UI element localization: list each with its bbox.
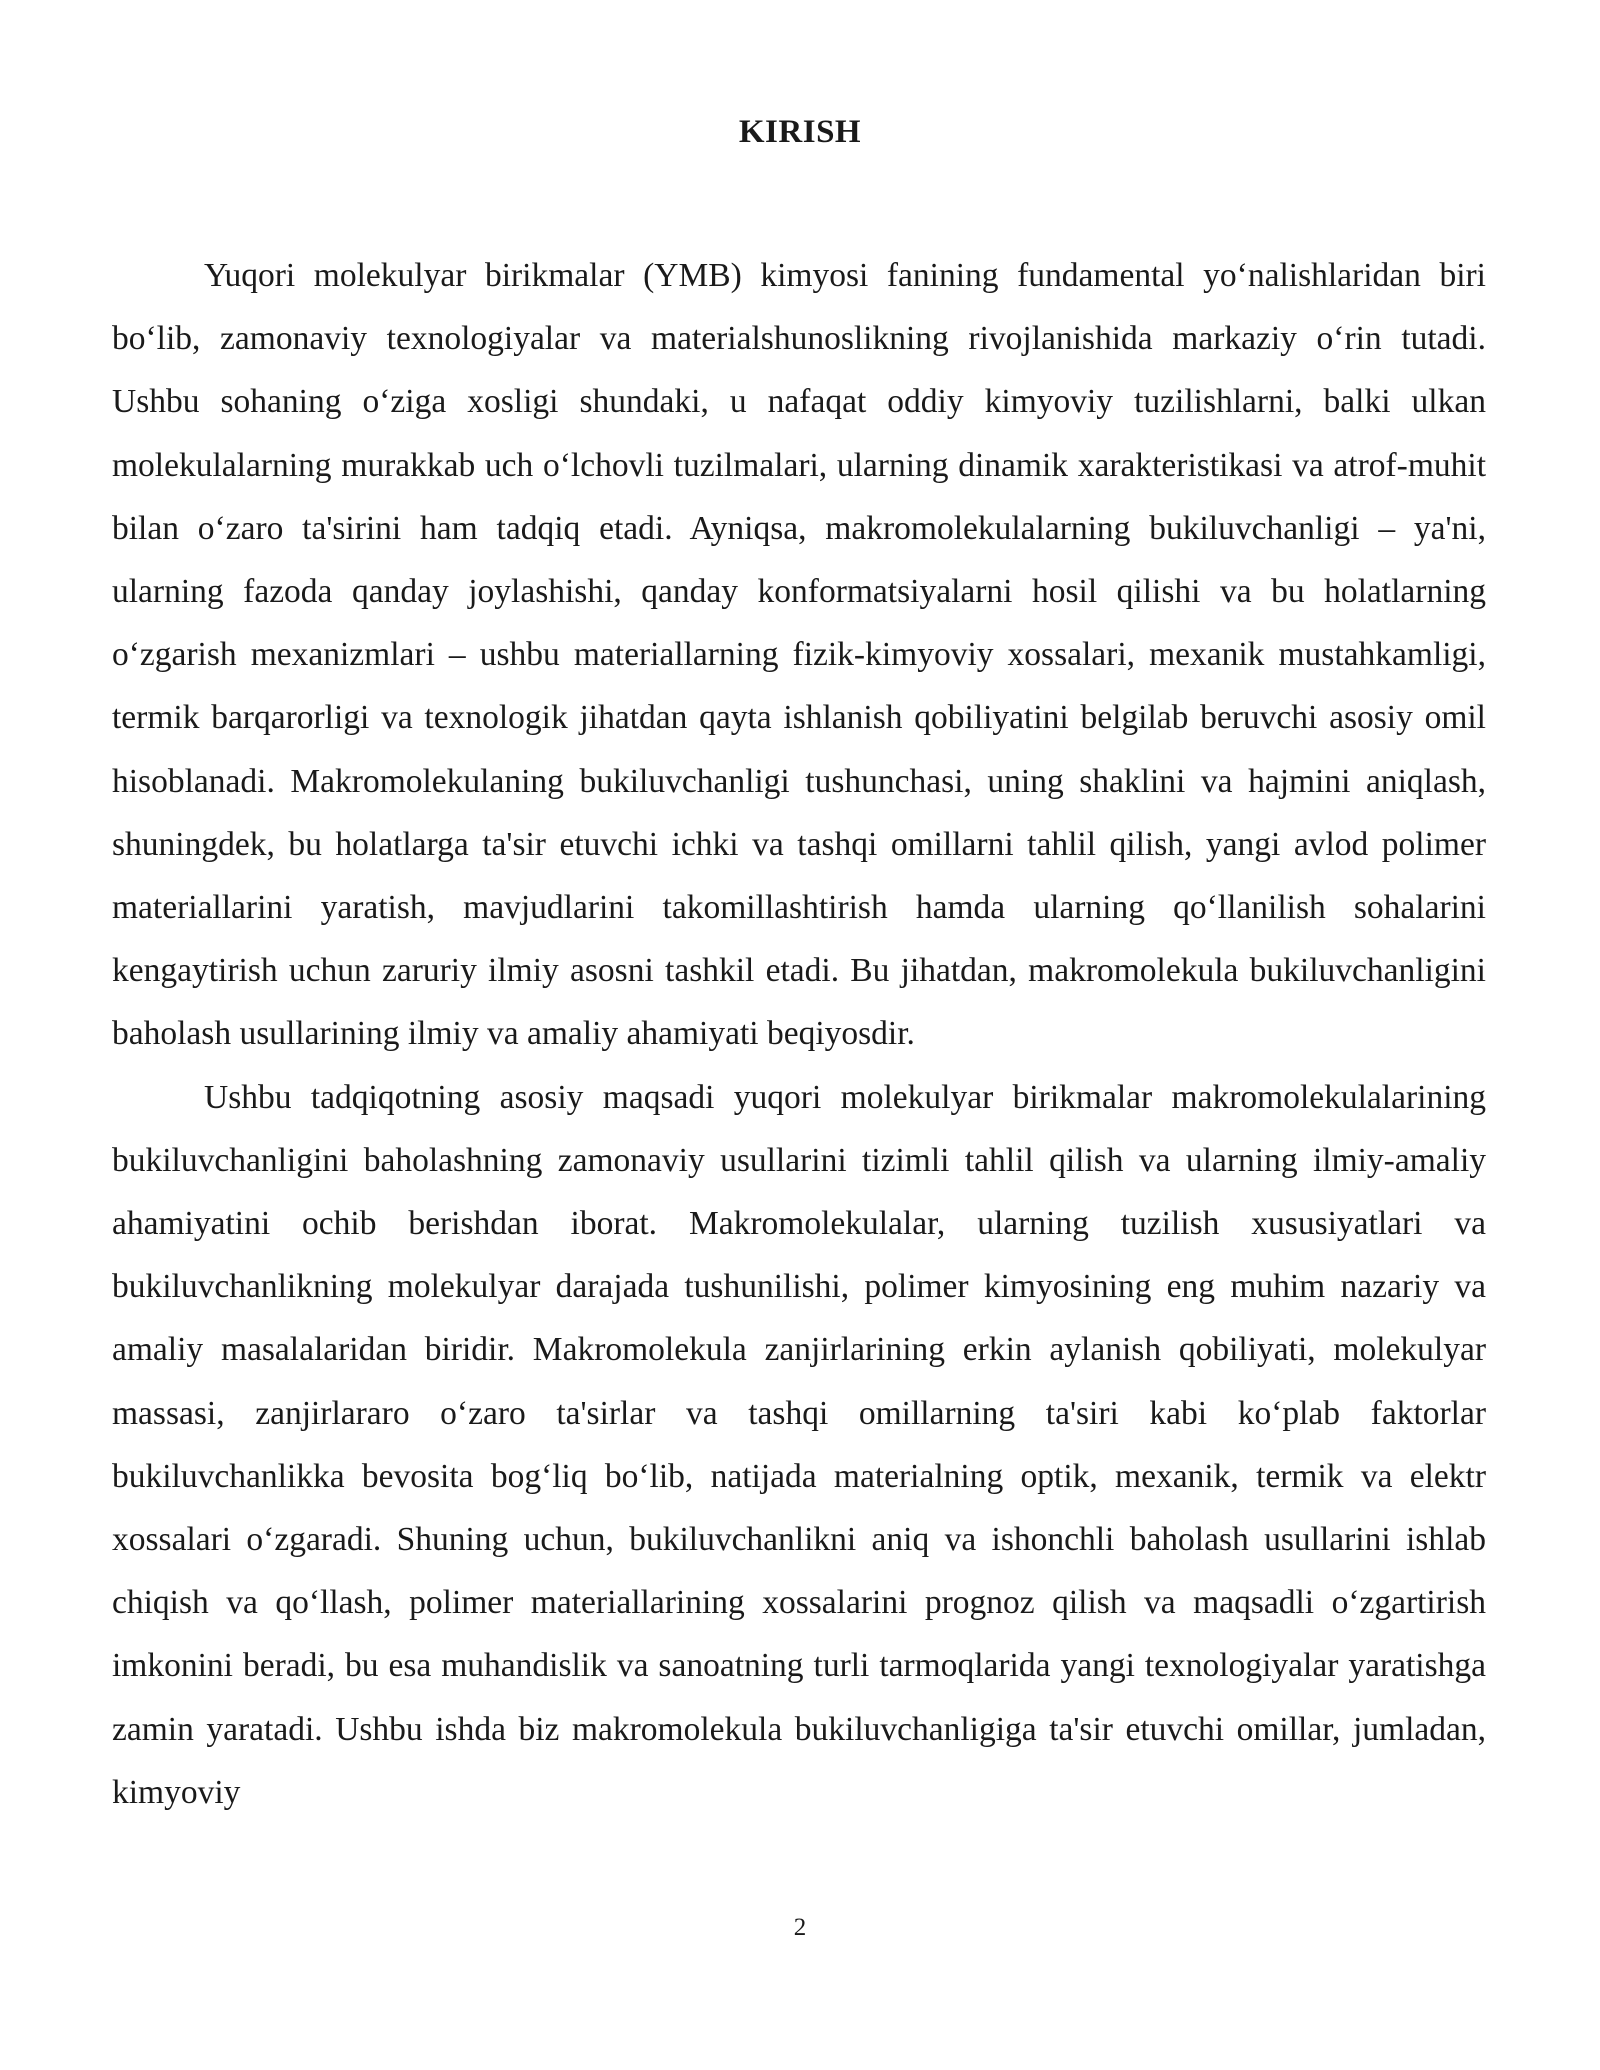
body-text <box>112 244 1486 1824</box>
paragraph-2: Ushbu tadqiqotning asosiy maqsadi yuqori molekulyar birikmalar makromolekulalarining bukiluvchanligini baholashning zamonaviy usullarini tizimli tahlil qilish va ularning ilmiy-amaliy ahamiyatini ochib berishdan iborat. Makromolekulalar, ularning tuzilish xususiyatlari va bukiluvchanlikning molekulyar darajada tushunilishi, polimer kimyosining eng muhim nazariy va amaliy masalalaridan biridir. Makromolekula zanjirlarining erkin aylanish qobiliyati, molekulyar massasi, zanjirlararo o‘zaro ta'sirlar va tashqi omillarning ta'siri kabi ko‘plab faktorlar bukiluvchanlikka bevosita bog‘liq bo‘lib, natijada materialning optik, mexanik, termik va elektr xossalari o‘zgaradi. Shuning uchun, bukiluvchanlikni aniq va ishonchli baholash usullarini ishlab chiqish va qo‘llash, polimer materiallarining xossalarini prognoz qilish va maqsadli o‘zgartirish imkonini beradi, bu esa muhandislik va sanoatning turli tarmoqlarida yangi texnologiyalar yaratishga zamin yaratadi. Ushbu ishda biz makromolekula bukiluvchanligiga ta'sir etuvchi omillar, jumladan, kimyoviy <box>112 1078 1486 1811</box>
paragraph-1: Yuqori molekulyar birikmalar (YMB) kimyosi fanining fundamental yo‘nalishlaridan biri bo‘lib, zamonaviy texnologiyalar va materialshunoslikning rivojlanishida markaziy o‘rin tutadi. Ushbu sohaning o‘ziga xosligi shundaki, u nafaqat oddiy kimyoviy tuzilishlarni, balki ulkan molekulalarning murakkab uch o‘lchovli tuzilmalari, ularning dinamik xarakteristikasi va atrof-muhit bilan o‘zaro ta'sirini ham tadqiq etadi. Ayniqsa, makromolekulalarning bukiluvchanligi – ya'ni, ularning fazoda qanday joylashishi, qanday konformatsiyalarni hosil qilishi va bu holatlarning o‘zgarish mexanizmlari – ushbu materiallarning fizik-kimyoviy xossalari, mexanik mustahkamligi, termik barqarorligi va texnologik jihatdan qayta ishlanish qobiliyatini belgilab beruvchi asosiy omil hisoblanadi. Makromolekulaning bukiluvchanligi tushunchasi, uning shaklini va hajmini aniqlash, shuningdek, bu holatlarga ta'sir etuvchi ichki va tashqi omillarni tahlil qilish, yangi avlod polimer materiallarini yaratish, mavjudlarini takomillashtirish hamda ularning qo‘llanilish sohalarini kengaytirish uchun zaruriy ilmiy asosni tashkil etadi. Bu jihatdan, makromolekula bukiluvchanligini baholash usullarining ilmiy va amaliy ahamiyati beqiyosdir. <box>112 257 1486 1053</box>
page-title: KIRISH <box>738 114 862 150</box>
page-number: 2 <box>793 1914 807 1941</box>
